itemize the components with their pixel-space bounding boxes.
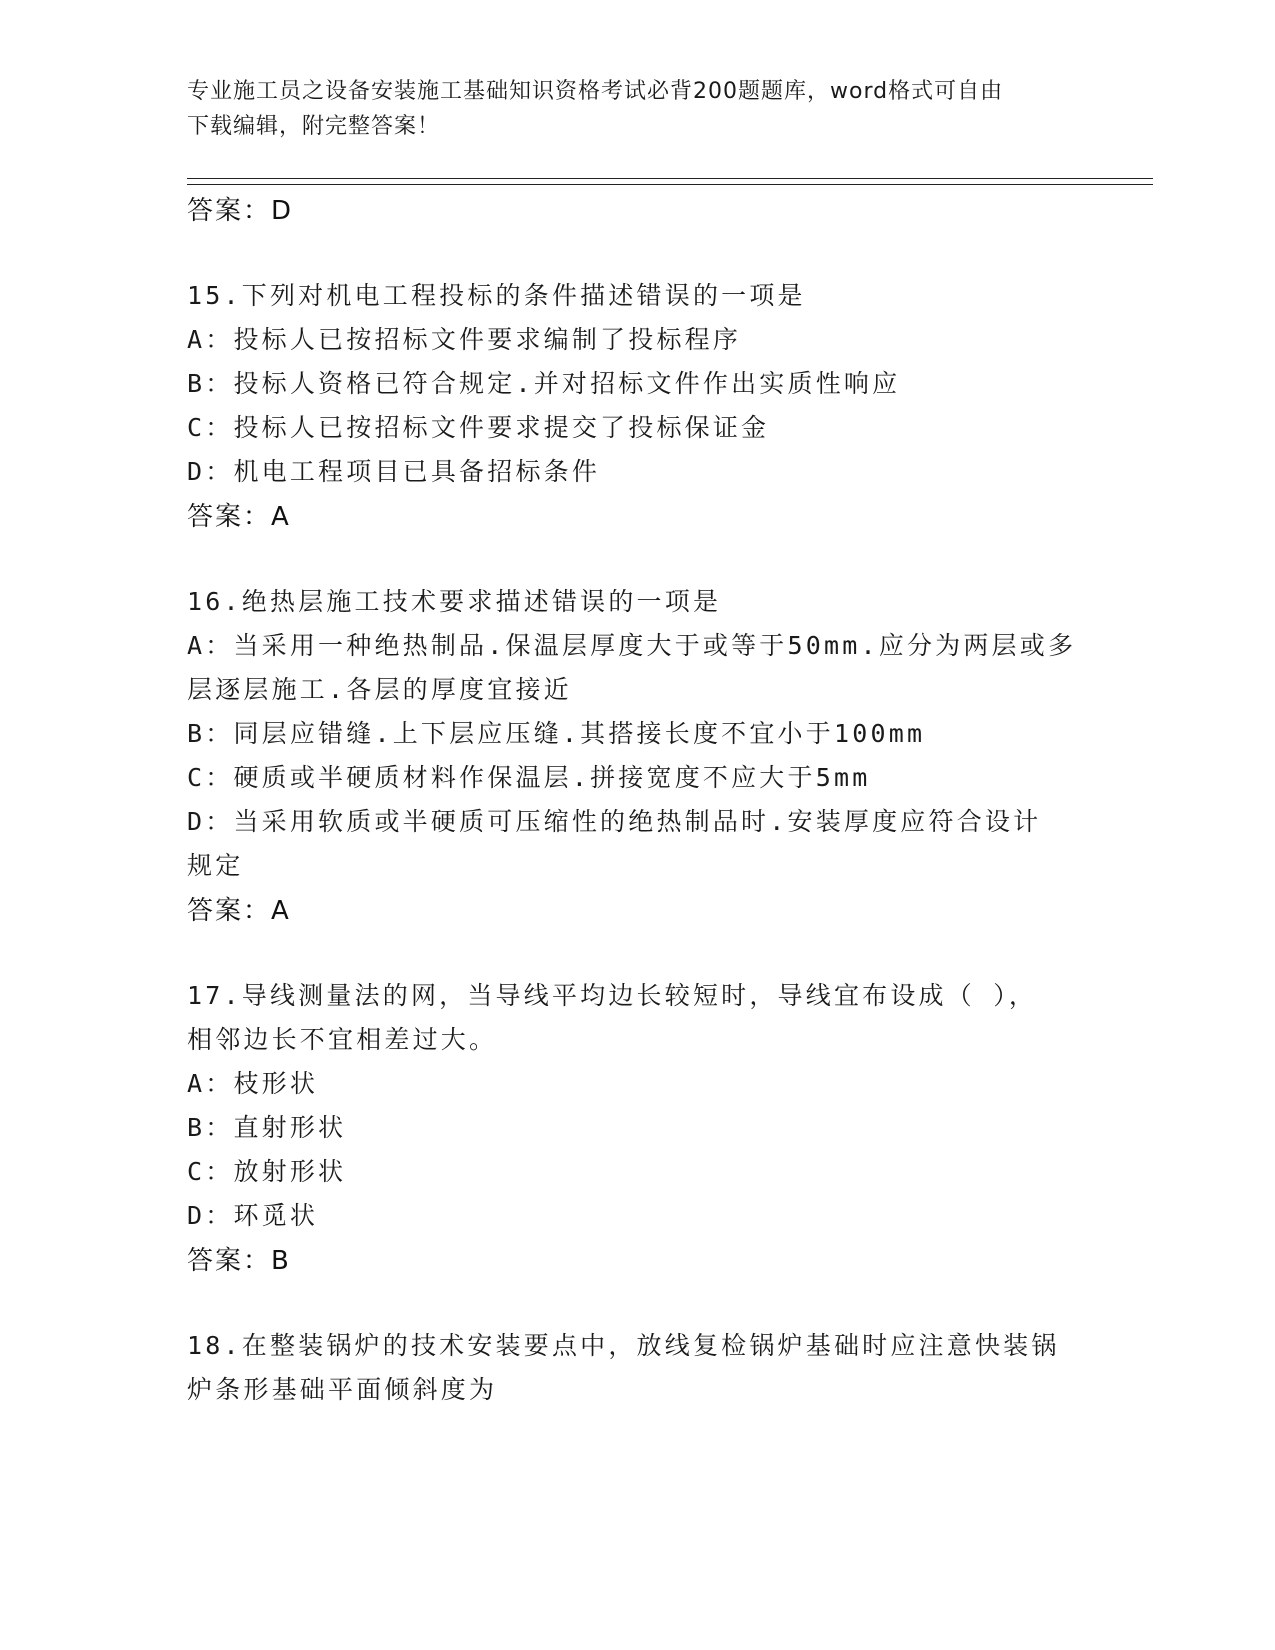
question-18-stem: 18.在整装锅炉的技术安装要点中，放线复检锅炉基础时应注意快装锅 (187, 1331, 1060, 1360)
question-17-option-b: B：直射形状 (187, 1113, 347, 1142)
question-16-option-c: C：硬质或半硬质材料作保温层.拼接宽度不应大于5mm (187, 763, 871, 792)
question-17-option-c: C：放射形状 (187, 1157, 347, 1186)
question-15-option-d: D：机电工程项目已具备招标条件 (187, 457, 601, 486)
document-header (187, 74, 1067, 144)
question-15-option-c: C：投标人已按招标文件要求提交了投标保证金 (187, 413, 770, 442)
question-16-option-b: B：同层应错缝.上下层应压缝.其搭接长度不宜小于100mm (187, 719, 926, 748)
header-title-line-1: 专业施工员之设备安装施工基础知识资格考试必背200题题库，word格式可自由 (187, 79, 1004, 104)
question-17-stem: 17.导线测量法的网，当导线平均边长较短时，导线宜布设成（ ）， (187, 981, 1038, 1010)
header-divider-top (187, 178, 1153, 179)
question-15-option-b: B：投标人资格已符合规定.并对招标文件作出实质性响应 (187, 369, 901, 398)
question-17-stem-cont: 相邻边长不宜相差过大。 (187, 1025, 498, 1054)
question-15-stem: 15.下列对机电工程投标的条件描述错误的一项是 (187, 281, 806, 310)
question-16-option-a: A：当采用一种绝热制品.保温层厚度大于或等于50mm.应分为两层或多 (187, 631, 1077, 660)
question-16-option-a-cont: 层逐层施工.各层的厚度宜接近 (187, 675, 572, 704)
question-16-answer: 答案：A (187, 896, 291, 926)
question-17-answer: 答案：B (187, 1246, 291, 1276)
previous-answer: 答案：D (187, 196, 294, 226)
header-title-line-2: 下载编辑，附完整答案！ (187, 114, 441, 139)
question-15-answer: 答案：A (187, 502, 291, 532)
question-16-stem: 16.绝热层施工技术要求描述错误的一项是 (187, 587, 722, 616)
question-17-option-d: D：环觅状 (187, 1201, 319, 1230)
question-15-option-a: A：投标人已按招标文件要求编制了投标程序 (187, 325, 742, 354)
question-16-option-d-cont: 规定 (187, 851, 244, 880)
header-divider-bottom (187, 184, 1153, 185)
question-16-option-d: D：当采用软质或半硬质可压缩性的绝热制品时.安装厚度应符合设计 (187, 807, 1042, 836)
question-18-stem-cont: 炉条形基础平面倾斜度为 (187, 1375, 498, 1404)
question-17-option-a: A：枝形状 (187, 1069, 319, 1098)
